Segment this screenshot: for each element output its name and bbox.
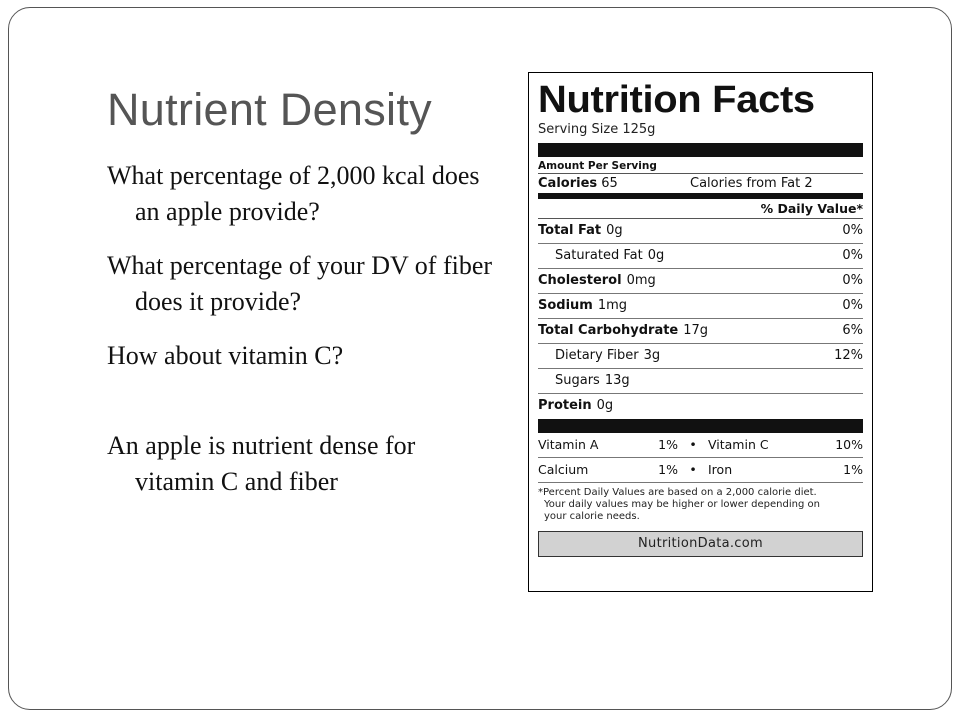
nutrient-dv: 0% xyxy=(842,248,863,263)
nutrient-row xyxy=(538,219,863,244)
nutrient-amount: 1mg xyxy=(597,298,628,313)
bullet-dot: • xyxy=(689,437,697,452)
vitamin-name: Iron xyxy=(708,462,733,477)
nutrient-name: Sodium xyxy=(538,298,593,313)
daily-value-header: % Daily Value* xyxy=(538,199,863,219)
serving-size: Serving Size 125g xyxy=(538,122,656,137)
vitamin-row xyxy=(538,433,863,458)
thick-divider xyxy=(538,143,863,157)
nutrient-amount: 0g xyxy=(647,248,665,263)
calories-from-fat: Calories from Fat 2 xyxy=(690,176,813,191)
nutrient-name: Cholesterol xyxy=(538,273,622,288)
bullet-item: What percentage of your DV of fiber does it provide? xyxy=(107,251,493,316)
footnote-line: *Percent Daily Values are based on a 2,000 calorie diet. xyxy=(538,487,817,498)
source-site: NutritionData.com xyxy=(538,531,863,557)
nutrient-name: Sugars xyxy=(555,373,600,388)
nutrient-row xyxy=(538,369,863,394)
nutrient-row xyxy=(538,344,863,369)
nutrient-dv: 0% xyxy=(842,273,863,288)
bullet-dot: • xyxy=(689,462,697,477)
nutrient-name: Dietary Fiber xyxy=(555,348,639,363)
vitamin-name: Calcium xyxy=(538,462,589,477)
nutrient-dv: 0% xyxy=(842,298,863,313)
calories-label: Calories xyxy=(538,176,598,191)
calories-row xyxy=(538,173,863,193)
nutrient-row xyxy=(538,269,863,294)
footnote-line: your calorie needs. xyxy=(544,511,640,522)
thick-divider xyxy=(538,419,863,433)
nutrient-amount: 13g xyxy=(604,373,630,388)
nutrient-row xyxy=(538,319,863,344)
nutrition-facts-title: Nutrition Facts xyxy=(538,79,815,121)
bullet-item: What percentage of 2,000 kcal does an apple provide? xyxy=(107,161,480,226)
nutrient-amount: 0g xyxy=(596,398,614,413)
vitamin-dv: 1% xyxy=(658,462,678,477)
vitamin-dv: 10% xyxy=(835,437,863,452)
nutrient-row xyxy=(538,394,863,419)
nutrient-name: Total Fat xyxy=(538,223,602,238)
slide-title: Nutrient Density xyxy=(107,84,432,135)
nutrient-dv: 12% xyxy=(834,348,863,363)
nutrient-name: Protein xyxy=(538,398,592,413)
vitamin-row xyxy=(538,458,863,483)
bullet-item: An apple is nutrient dense for vitamin C and fiber xyxy=(107,431,416,496)
nutrient-amount: 0g xyxy=(606,223,623,238)
nutrient-row xyxy=(538,294,863,319)
nutrient-amount: 17g xyxy=(683,323,709,338)
vitamin-name: Vitamin A xyxy=(538,437,599,452)
bullet-list xyxy=(107,158,497,518)
footnote xyxy=(538,483,863,523)
vitamin-dv: 1% xyxy=(843,462,863,477)
amount-per-serving: Amount Per Serving xyxy=(538,160,657,172)
nutrient-name: Total Carbohydrate xyxy=(538,323,679,338)
vitamin-dv: 1% xyxy=(658,437,678,452)
nutrient-dv: 6% xyxy=(842,323,863,338)
nutrition-label xyxy=(528,72,873,592)
nutrient-name: Saturated Fat xyxy=(555,248,643,263)
nutrient-amount: 3g xyxy=(643,348,661,363)
bullet-item: How about vitamin C? xyxy=(107,341,344,370)
footnote-line: Your daily values may be higher or lower depending on xyxy=(544,499,820,510)
nutrient-dv: 0% xyxy=(842,223,863,238)
vitamin-name: Vitamin C xyxy=(708,437,769,452)
nutrient-row xyxy=(538,244,863,269)
nutrient-amount: 0mg xyxy=(626,273,656,288)
calories-value: 65 xyxy=(601,176,618,191)
